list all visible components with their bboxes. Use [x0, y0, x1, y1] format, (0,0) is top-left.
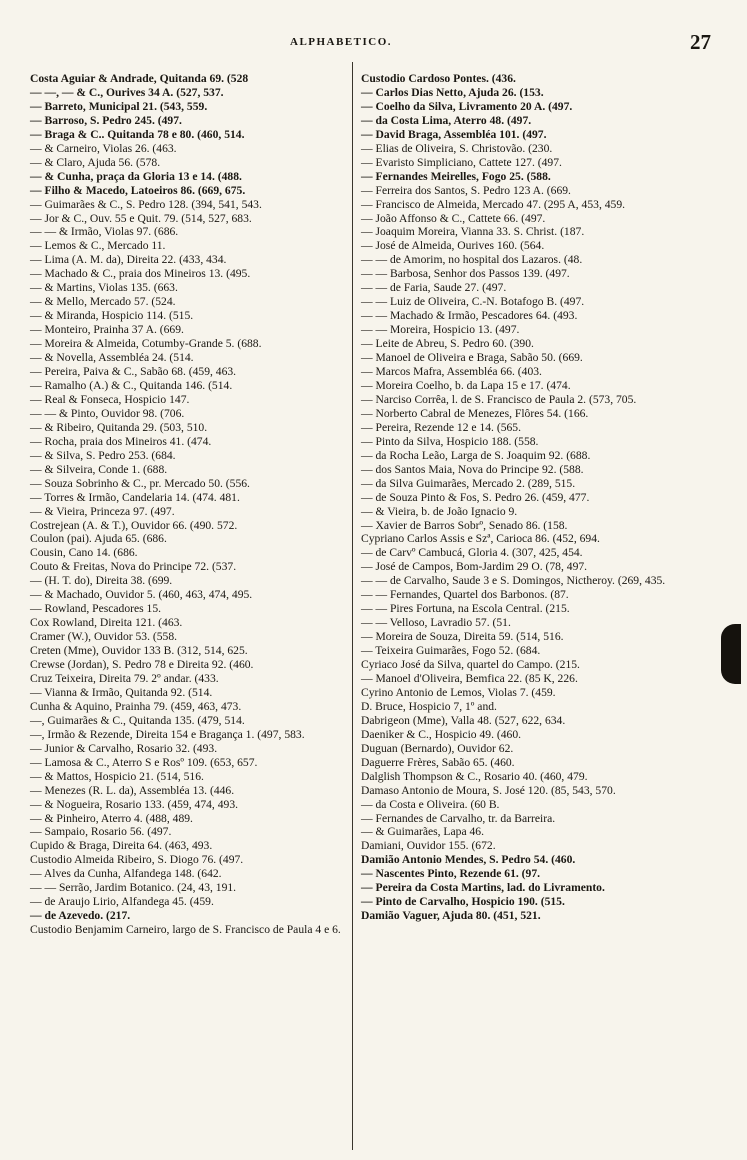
directory-entry: — & Silva, S. Pedro 253. (684.: [30, 448, 176, 462]
directory-entry: Cramer (W.), Ouvidor 53. (558.: [30, 630, 178, 644]
directory-entry: — & Nogueira, Rosario 133. (459, 474, 493.: [30, 797, 239, 811]
directory-entry: Duguan (Bernardo), Ouvidor 62.: [361, 741, 514, 755]
directory-entry: — Pereira, Paiva & C., Sabão 68. (459, 463.: [30, 365, 237, 379]
directory-entry: — Junior & Carvalho, Rosario 32. (493.: [30, 741, 218, 755]
directory-entry: Damião Antonio Mendes, S. Pedro 54. (460.: [361, 853, 576, 867]
directory-entry: — Torres & Irmão, Candelaria 14. (474. 481.: [30, 490, 240, 504]
directory-entry: — Joaquim Moreira, Vianna 33. S. Christ. (187.: [361, 225, 585, 239]
directory-entry: — Ferreira dos Santos, S. Pedro 123 A. (669.: [361, 183, 571, 197]
directory-entry: — & Vieira, Princeza 97. (497.: [30, 504, 175, 518]
directory-entry: — Evaristo Simpliciano, Cattete 127. (497.: [361, 155, 562, 169]
directory-entry: Cupido & Braga, Direita 64. (463, 493.: [30, 839, 213, 853]
directory-entry: — Moreira de Souza, Direita 59. (514, 516.: [361, 630, 564, 644]
directory-entry: Damião Vaguer, Ajuda 80. (451, 521.: [361, 909, 541, 923]
directory-entry: — Leite de Abreu, S. Pedro 60. (390.: [361, 337, 534, 351]
directory-entry: — Sampaio, Rosario 56. (497.: [30, 825, 172, 839]
directory-entry: — & Mello, Mercado 57. (524.: [30, 295, 176, 309]
directory-entry: — & Claro, Ajuda 56. (578.: [30, 155, 161, 169]
directory-entry: — & Guimarães, Lapa 46.: [361, 825, 484, 839]
directory-entry: — Fernandes Meirelles, Fogo 25. (588.: [361, 169, 551, 183]
directory-entry: — & Carneiro, Violas 26. (463.: [30, 141, 177, 155]
directory-entry: — — de Faria, Saude 27. (497.: [361, 281, 507, 295]
directory-entry: — — Luiz de Oliveira, C.-N. Botafogo B. (497.: [361, 295, 585, 309]
directory-entry: — Xavier de Barros Sobrº, Senado 86. (158.: [361, 518, 568, 532]
directory-entry: — da Costa e Oliveira. (60 B.: [361, 797, 500, 811]
directory-entry: — & Cunha, praça da Gloria 13 e 14. (488.: [30, 169, 242, 183]
directory-entry: Cox Rowland, Direita 121. (463.: [30, 616, 183, 630]
directory-entry: Custodio Benjamim Carneiro, largo de S. Francisco de Paula 4 e 6.: [30, 923, 341, 937]
directory-entry: — Carlos Dias Netto, Ajuda 26. (153.: [361, 85, 544, 99]
directory-entry: — — de Carvalho, Saude 3 e S. Domingos, Nictheroy. (269, 435.: [361, 574, 666, 588]
directory-entry: — Real & Fonseca, Hospicio 147.: [30, 392, 190, 406]
directory-entry: — — Machado & Irmão, Pescadores 64. (493.: [361, 309, 578, 323]
directory-entry: — Menezes (R. L. da), Assembléa 13. (446.: [30, 783, 235, 797]
directory-entry: — de Souza Pinto & Fos, S. Pedro 26. (459, 477.: [361, 490, 590, 504]
directory-entry: Damiani, Ouvidor 155. (672.: [361, 839, 496, 853]
directory-entry: — David Braga, Assembléa 101. (497.: [361, 127, 547, 141]
directory-entry: — Fernandes de Carvalho, tr. da Barreira.: [361, 811, 556, 825]
directory-entry: Cyrino Antonio de Lemos, Violas 7. (459.: [361, 685, 556, 699]
directory-entry: Custodio Cardoso Pontes. (436.: [361, 72, 516, 85]
directory-entry: — & Martins, Violas 135. (663.: [30, 281, 178, 295]
directory-entry: — Nascentes Pinto, Rezende 61. (97.: [361, 867, 541, 881]
left-column: [30, 72, 348, 937]
directory-entry: — Pereira, Rezende 12 e 14. (565.: [361, 420, 522, 434]
directory-entry: — — & Irmão, Violas 97. (686.: [30, 225, 179, 239]
directory-entry: — Manoel de Oliveira e Braga, Sabão 50. (669.: [361, 351, 583, 365]
directory-entry: — — Velloso, Lavradio 57. (51.: [361, 616, 511, 630]
directory-entry: — — Serrão, Jardim Botanico. (24, 43, 191.: [30, 881, 237, 895]
directory-entry: — — Moreira, Hospicio 13. (497.: [361, 323, 520, 337]
directory-entry: — de Azevedo. (217.: [30, 909, 131, 923]
directory-entry: Crewse (Jordan), S. Pedro 78 e Direita 92. (460.: [30, 658, 254, 672]
directory-entry: — Rowland, Pescadores 15.: [30, 602, 162, 616]
running-title: ALPHABETICO.: [290, 36, 393, 48]
directory-entry: — & Silveira, Conde 1. (688.: [30, 462, 168, 476]
directory-entry: — & Mattos, Hospicio 21. (514, 516.: [30, 769, 204, 783]
directory-entry: — Moreira & Almeida, Cotumby-Grande 5. (688.: [30, 337, 262, 351]
directory-entry: — — Barbosa, Senhor dos Passos 139. (497.: [361, 267, 570, 281]
directory-entry: — Norberto Cabral de Menezes, Flôres 54. (166.: [361, 406, 589, 420]
directory-entry: — Braga & C.. Quitanda 78 e 80. (460, 514.: [30, 127, 245, 141]
directory-entry: — & Ribeiro, Quitanda 29. (503, 510.: [30, 420, 208, 434]
directory-entry: Dalglish Thompson & C., Rosario 40. (460, 479.: [361, 769, 588, 783]
directory-entry: — & Machado, Ouvidor 5. (460, 463, 474, 495.: [30, 588, 253, 602]
directory-entry: — & Novella, Assembléa 24. (514.: [30, 351, 194, 365]
directory-entry: —, Guimarães & C., Quitanda 135. (479, 514.: [30, 713, 245, 727]
right-column: [361, 72, 729, 923]
directory-entry: — Francisco de Almeida, Mercado 47. (295 A, 453, 459.: [361, 197, 626, 211]
directory-entry: — Machado & C., praia dos Mineiros 13. (495.: [30, 267, 251, 281]
directory-entry: — & Pinheiro, Aterro 4. (488, 489.: [30, 811, 193, 825]
directory-entry: — Lima (A. M. da), Direita 22. (433, 434.: [30, 253, 227, 267]
directory-entry: Couto & Freitas, Nova do Principe 72. (537.: [30, 560, 237, 574]
column-divider: [352, 62, 353, 1150]
directory-entry: Coulon (pai). Ajuda 65. (686.: [30, 532, 167, 546]
directory-entry: — Guimarães & C., S. Pedro 128. (394, 541, 543.: [30, 197, 262, 211]
directory-entry: — João Affonso & C., Cattete 66. (497.: [361, 211, 546, 225]
directory-entry: Cunha & Aquino, Prainha 79. (459, 463, 473.: [30, 699, 242, 713]
directory-entry: — Filho & Macedo, Latoeiros 86. (669, 675.: [30, 183, 246, 197]
directory-entry: — Elias de Oliveira, S. Christovão. (230.: [361, 141, 553, 155]
directory-entry: Daguerre Frères, Sabão 65. (460.: [361, 755, 515, 769]
directory-entry: — Coelho da Silva, Livramento 20 A. (497.: [361, 99, 573, 113]
directory-entry: — Alves da Cunha, Alfandega 148. (642.: [30, 867, 222, 881]
directory-entry: — Barreto, Municipal 21. (543, 559.: [30, 99, 208, 113]
directory-entry: — & Vieira, b. de João Ignacio 9.: [361, 504, 518, 518]
directory-entry: — Vianna & Irmão, Quitanda 92. (514.: [30, 685, 213, 699]
directory-entry: — — & Pinto, Ouvidor 98. (706.: [30, 406, 185, 420]
directory-entry: — —, — & C., Ourives 34 A. (527, 537.: [30, 85, 224, 99]
directory-entry: — Lamosa & C., Aterro S e Rosº 109. (653, 657.: [30, 755, 258, 769]
directory-entry: — Moreira Coelho, b. da Lapa 15 e 17. (474.: [361, 378, 571, 392]
directory-entry: Custodio Almeida Ribeiro, S. Diogo 76. (497.: [30, 853, 244, 867]
directory-entry: — Teixeira Guimarães, Fogo 52. (684.: [361, 644, 541, 658]
directory-entry: — de Araujo Lirio, Alfandega 45. (459.: [30, 895, 214, 909]
directory-entry: — da Rocha Leão, Larga de S. Joaquim 92. (688.: [361, 448, 591, 462]
directory-entry: — — Fernandes, Quartel dos Barbonos. (87.: [361, 588, 569, 602]
directory-entry: — Souza Sobrinho & C., pr. Mercado 50. (556.: [30, 476, 250, 490]
page-header: [0, 30, 747, 54]
directory-entry: — Marcos Mafra, Assembléa 66. (403.: [361, 365, 542, 379]
directory-entry: Costrejean (A. & T.), Ouvidor 66. (490. 572.: [30, 518, 238, 532]
directory-entry: — Rocha, praia dos Mineiros 41. (474.: [30, 434, 212, 448]
directory-entry: — Pereira da Costa Martins, lad. do Livramento.: [361, 881, 605, 895]
directory-entry: Cousin, Cano 14. (686.: [30, 546, 138, 560]
directory-entry: — José de Campos, Bom-Jardim 29 O. (78, 497.: [361, 560, 588, 574]
directory-entry: Dabrigeon (Mme), Valla 48. (527, 622, 634.: [361, 713, 566, 727]
page-number: 27: [690, 30, 711, 54]
directory-entry: — Lemos & C., Mercado 11.: [30, 239, 166, 253]
ink-blot-mark: [721, 624, 741, 684]
directory-entry: Costa Aguiar & Andrade, Quitanda 69. (528: [30, 72, 249, 85]
directory-entry: D. Bruce, Hospicio 7, 1º and.: [361, 699, 497, 713]
directory-entry: — da Silva Guimarães, Mercado 2. (289, 515.: [361, 476, 576, 490]
directory-entry: — José de Almeida, Ourives 160. (564.: [361, 239, 545, 253]
directory-entry: — Jor & C., Ouv. 55 e Quit. 79. (514, 527, 683.: [30, 211, 252, 225]
directory-entry: Creten (Mme), Ouvidor 133 B. (312, 514, 625.: [30, 644, 248, 658]
directory-entry: — & Miranda, Hospicio 114. (515.: [30, 309, 194, 323]
directory-entry: Cypriano Carlos Assis e Szª, Carioca 86. (452, 694.: [361, 532, 600, 546]
directory-entry: — Barroso, S. Pedro 245. (497.: [30, 113, 182, 127]
directory-entry: Cruz Teixeira, Direita 79. 2º andar. (433.: [30, 671, 219, 685]
directory-entry: —, Irmão & Rezende, Direita 154 e Bragança 1. (497, 583.: [30, 727, 305, 741]
directory-entry: — — de Amorim, no hospital dos Lazaros. (48.: [361, 253, 583, 267]
directory-entry: — (H. T. do), Direita 38. (699.: [30, 574, 173, 588]
directory-entry: — de Carvº Cambucá, Gloria 4. (307, 425, 454.: [361, 546, 583, 560]
directory-entry: Cyriaco José da Silva, quartel do Campo. (215.: [361, 658, 580, 672]
directory-entry: — dos Santos Maia, Nova do Principe 92. (588.: [361, 462, 584, 476]
directory-entry: — Pinto de Carvalho, Hospicio 190. (515.: [361, 895, 565, 909]
directory-entry: — Pinto da Silva, Hospicio 188. (558.: [361, 434, 539, 448]
directory-entry: — Monteiro, Prainha 37 A. (669.: [30, 323, 184, 337]
directory-entry: — Ramalho (A.) & C., Quitanda 146. (514.: [30, 378, 233, 392]
directory-entry: — Narciso Corrêa, l. de S. Francisco de Paula 2. (573, 705.: [361, 392, 637, 406]
directory-entry: Damaso Antonio de Moura, S. José 120. (85, 543, 570.: [361, 783, 616, 797]
directory-entry: — Manoel d'Oliveira, Bemfica 22. (85 K, 226.: [361, 671, 578, 685]
directory-entry: — — Pires Fortuna, na Escola Central. (215.: [361, 602, 570, 616]
directory-entry: — da Costa Lima, Aterro 48. (497.: [361, 113, 532, 127]
directory-entry: Daeniker & C., Hospicio 49. (460.: [361, 727, 522, 741]
